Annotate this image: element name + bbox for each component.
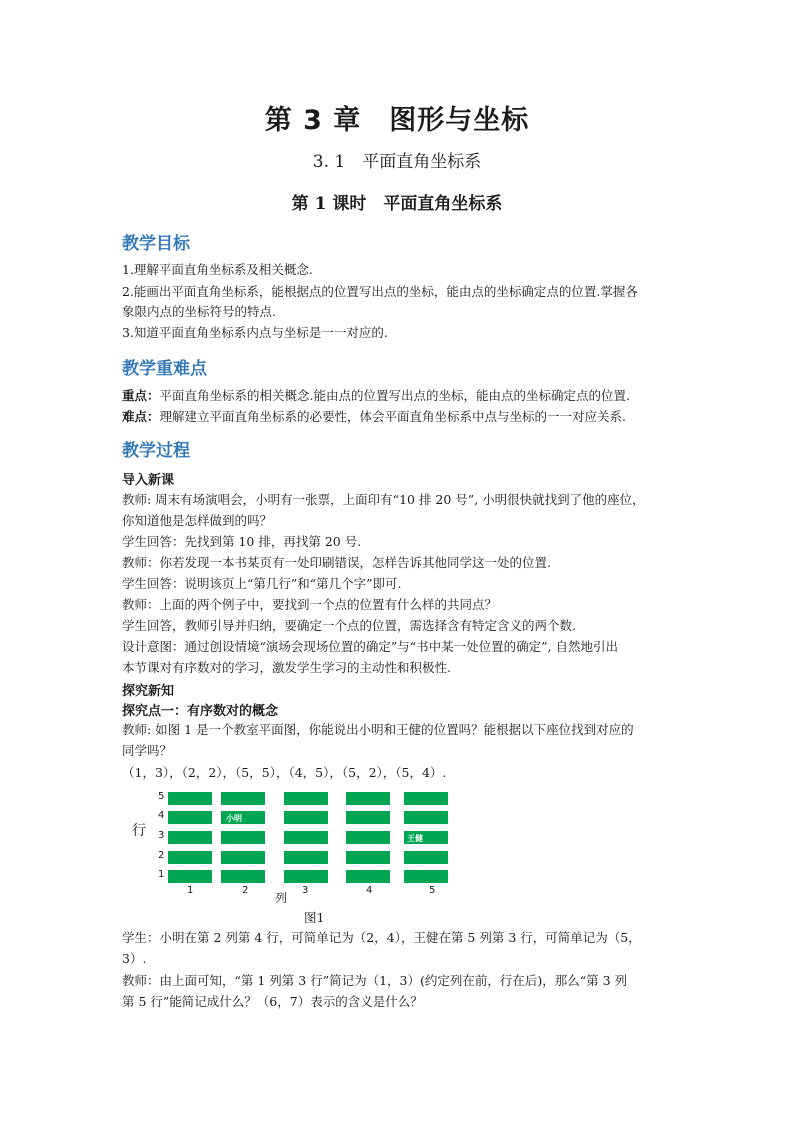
intro-line-1: 教师: 周末有场演唱会，小明有一张票，上面印有“10 排 20 号”, 小明很快就找到了他的座位，: [122, 492, 645, 507]
intro-line-7: 学生回答，教师引导并归纳，要确定一个点的位置，需选择含有特定含义的两个数.: [122, 618, 576, 633]
seat-c3-r5: [284, 792, 328, 805]
col-number-5: 5: [429, 885, 436, 896]
seat-c1-r1: [168, 870, 212, 883]
difficulty-row: [122, 406, 626, 428]
seat-c4-r2: [346, 851, 390, 864]
after-line-3: 教师：由上面可知，“第 1 列第 3 行”简记为（1，3）(约定列在前，行在后)，那么“第 3 列: [122, 973, 628, 988]
col-axis-label: 列: [275, 891, 288, 905]
seat-label-xiaoming: 小明: [226, 814, 242, 823]
seat-c2-r1: [221, 870, 265, 883]
seat-c2-r5: [221, 792, 265, 805]
explore-heading: 探究新知: [122, 684, 175, 699]
seat-c2-r2: [221, 851, 265, 864]
explore-line-2: 同学吗？: [122, 743, 173, 758]
intro-line-9: 本节课对有序数对的学习，激发学生学习的主动性和积极性.: [122, 660, 451, 675]
intro-heading: 导入新课: [122, 473, 175, 488]
seat-c3-r1: [284, 870, 328, 883]
goal-2-line-2: 象限内点的坐标符号的特点.: [122, 304, 276, 319]
seat-c5-r2: [404, 851, 448, 864]
intro-line-4: 教师：你若发现一本书某页有一处印刷错误，怎样告诉其他同学这一处的位置.: [122, 555, 551, 570]
intro-line-2: 你知道他是怎样做到的吗？: [122, 513, 273, 528]
seat-wangjian: [404, 831, 448, 844]
after-line-4: 第 5 行”能简记成什么？（6，7）表示的含义是什么？: [122, 994, 423, 1009]
seat-c4-r5: [346, 792, 390, 805]
row-number-2: 2: [158, 850, 165, 861]
col-number-3: 3: [302, 885, 309, 896]
seat-c1-r5: [168, 792, 212, 805]
col-number-1: 1: [187, 885, 194, 896]
process-heading: 教学过程: [122, 441, 190, 461]
chapter-title: 第 3 章 图形与坐标: [264, 105, 530, 136]
seat-c3-r2: [284, 851, 328, 864]
row-axis-label: 行: [132, 823, 146, 839]
key-points-heading: 教学重难点: [122, 359, 207, 379]
seat-c1-r4: [168, 811, 212, 824]
goals-heading: 教学目标: [122, 234, 190, 254]
intro-line-5: 学生回答：说明该页上“第几行”和“第几个字”即可.: [122, 576, 402, 591]
row-number-3: 3: [158, 830, 165, 841]
seat-c4-r4: [346, 811, 390, 824]
seat-c4-r1: [346, 870, 390, 883]
lesson-title: 第 1 课时 平面直角坐标系: [291, 194, 503, 214]
seat-xiaoming: [221, 811, 265, 824]
seat-c4-r3: [346, 831, 390, 844]
after-line-1: 学生：小明在第 2 列第 4 行，可简单记为（2，4），王健在第 5 列第 3 行，可简单记为（5，: [122, 930, 641, 945]
explore-point-1: 探究点一：有序数对的概念: [122, 704, 279, 719]
row-number-5: 5: [158, 791, 165, 802]
seat-c5-r1: [404, 870, 448, 883]
difficulty-label: 难点：: [122, 409, 160, 424]
seat-c5-r5: [404, 792, 448, 805]
section-title: 3. 1 平面直角坐标系: [312, 152, 482, 172]
key-point-text: 平面直角坐标系的相关概念.能由点的位置写出点的坐标，能由点的坐标确定点的位置.: [159, 388, 630, 403]
seat-c5-r4: [404, 811, 448, 824]
intro-line-8: 设计意图：通过创设情境“演场会现场位置的确定”与“书中某一处位置的确定”, 自然地引出: [122, 639, 619, 654]
goal-3: 3.知道平面直角坐标系内点与坐标是一一对应的.: [122, 325, 388, 340]
goal-1: 1.理解平面直角坐标系及相关概念.: [122, 262, 313, 277]
difficulty-text: 理解建立平面直角坐标系的必要性，体会平面直角坐标系中点与坐标的一一对应关系.: [159, 409, 626, 424]
seat-c1-r3: [168, 831, 212, 844]
after-line-2: 3）.: [122, 951, 147, 966]
col-number-2: 2: [242, 885, 249, 896]
seat-c2-r3: [221, 831, 265, 844]
goal-2-line-1: 2.能画出平面直角坐标系，能根据点的位置写出点的坐标，能由点的坐标确定点的位置.掌握各: [122, 284, 638, 299]
seat-label-wangjian: 王健: [407, 834, 423, 843]
ordered-pairs: （1，3），（2，2），（5，5），（4，5），（5，2），（5，4）.: [122, 765, 447, 780]
explore-line-1: 教师: 如图 1 是一个教室平面图，你能说出小明和王健的位置吗？能根据以下座位找到对应的: [122, 722, 634, 737]
key-point-row: [122, 385, 630, 407]
row-number-4: 4: [158, 810, 165, 821]
seat-c3-r3: [284, 831, 328, 844]
intro-line-6: 教师：上面的两个例子中，要找到一个点的位置有什么样的共同点？: [122, 597, 498, 612]
key-point-label: 重点：: [122, 388, 160, 403]
intro-line-3: 学生回答：先找到第 10 排，再找第 20 号.: [122, 534, 362, 549]
row-number-1: 1: [158, 869, 165, 880]
seat-c1-r2: [168, 851, 212, 864]
col-number-4: 4: [366, 885, 373, 896]
figure-caption: 图1: [304, 910, 325, 925]
seat-c3-r4: [284, 811, 328, 824]
